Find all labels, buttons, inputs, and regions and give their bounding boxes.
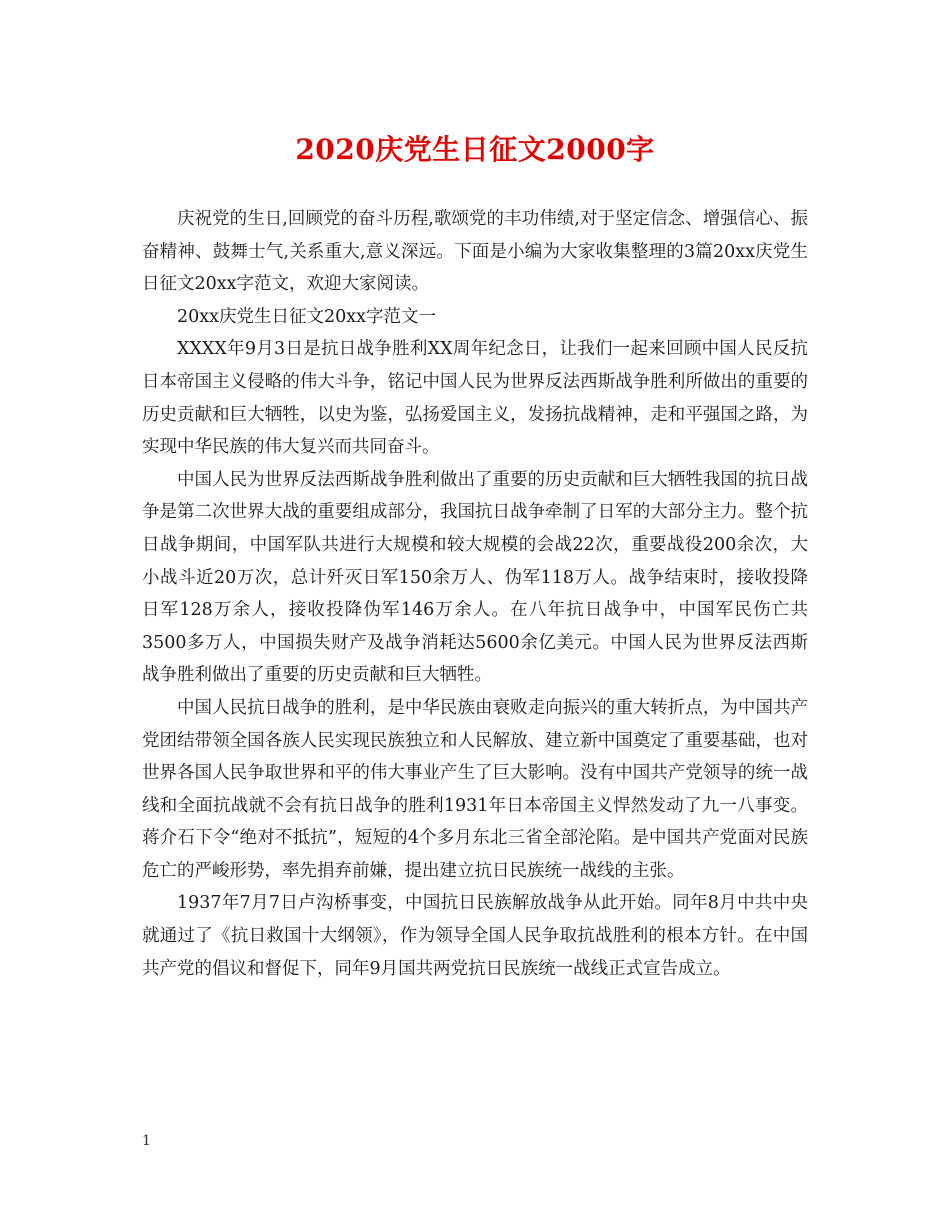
document-title: 2020庆党生日征文2000字 [295,133,655,166]
document-body [142,203,808,985]
paragraph-anniversary: XXXX年9月3日是抗日战争胜利XX周年纪念日，让我们一起来回顾中国人民反抗日本帝国主义侵略的伟大斗争，铭记中国人民为世界反法西斯战争胜利所做出的重要的历史贡献和巨大牺牲，以史为鉴，弘扬爱国主义，发扬抗战精神，走和平强国之路，为实现中华民族的伟大复兴而共同奋斗。 [142,339,808,458]
paragraph-contribution: 中国人民为世界反法西斯战争胜利做出了重要的历史贡献和巨大牺牲我国的抗日战争是第二次世界大战的重要组成部分，我国抗日战争牵制了日军的大部分主力。整个抗日战争期间，中国军队共进行大规模和较大规模的会战22次，重要战役200余次，大小战斗近20万次，总计歼灭日军150余万人、伪军118万人。战争结束时，接收投降日军128万余人，接收投降伪军146万余人。在八年抗日战争中，中国军民伤亡共3500多万人，中国损失财产及战争消耗达5600余亿美元。中国人民为世界反法西斯战争胜利做出了重要的历史贡献和巨大牺牲。 [142,469,808,686]
paragraph-victory: 中国人民抗日战争的胜利，是中华民族由衰败走向振兴的重大转折点，为中国共产党团结带领全国各族人民实现民族独立和人民解放、建立新中国奠定了重要基础，也对世界各国人民争取世界和平的伟大事业产生了巨大影响。没有中国共产党领导的统一战线和全面抗战就不会有抗日战争的胜利1931年日本帝国主义悍然发动了九一八事变。蒋介石下令“绝对不抵抗”，短短的4个多月东北三省全部沦陷。是中国共产党面对民族危亡的严峻形势，率先捐弃前嫌，提出建立抗日民族统一战线的主张。 [142,697,808,881]
paragraph-1937: 1937年7月7日卢沟桥事变，中国抗日民族解放战争从此开始。同年8月中共中央就通过了《抗日救国十大纲领》，作为领导全国人民争取抗战胜利的根本方针。在中国共产党的倡议和督促下，同年9月国共两党抗日民族统一战线正式宣告成立。 [142,893,808,979]
paragraph-intro: 庆祝党的生日,回顾党的奋斗历程,歌颂党的丰功伟绩,对于坚定信念、增强信心、振奋精神、鼓舞士气,关系重大,意义深远。下面是小编为大家收集整理的3篇20xx庆党生日征文20xx字范文，欢迎大家阅读。 [142,209,808,295]
page-number: 1 [142,1133,151,1149]
paragraph-subheading: 20xx庆党生日征文20xx字范文一 [177,306,437,327]
